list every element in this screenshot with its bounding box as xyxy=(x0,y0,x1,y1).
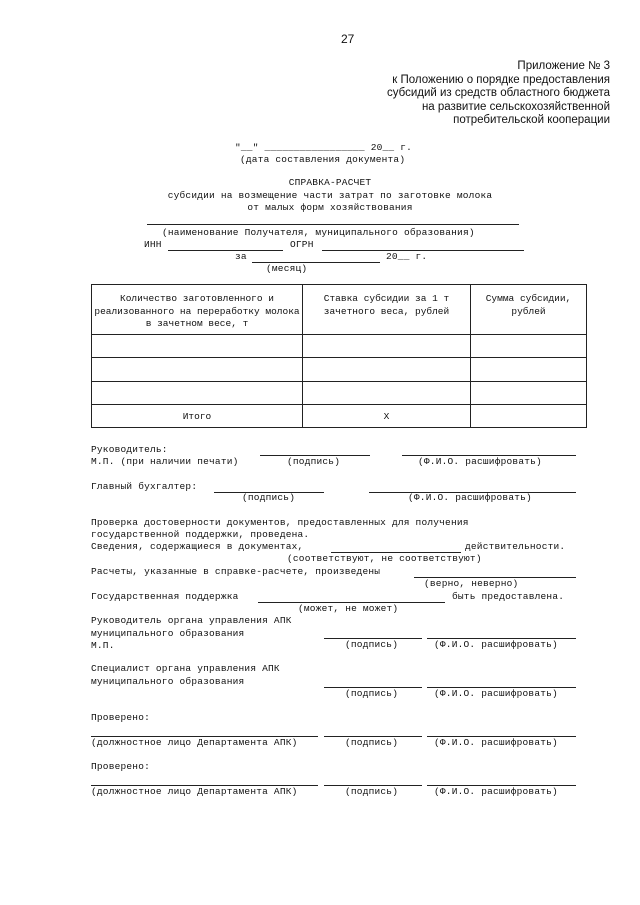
table-cell xyxy=(92,335,303,358)
table-cell xyxy=(303,382,471,405)
signature-caption: (подпись) xyxy=(287,456,341,467)
apk-head-label xyxy=(91,615,292,653)
table-row xyxy=(92,382,587,405)
verification-line: государственной поддержки, проведена. xyxy=(91,529,310,540)
appendix-note xyxy=(387,60,610,128)
appendix-line: субсидий из средств областного бюджета xyxy=(386,87,610,99)
document-title xyxy=(0,177,640,215)
apk-head-line: М.П. xyxy=(91,640,115,651)
title-line: СПРАВКА-РАСЧЕТ xyxy=(288,177,372,188)
checked-label: Проверено: xyxy=(91,712,151,723)
date-caption: (дата составления документа) xyxy=(240,154,406,165)
inn-line xyxy=(168,250,283,251)
stamp-label: М.П. (при наличии печати) xyxy=(91,456,239,467)
signature-caption: (подпись) xyxy=(242,492,296,503)
accountant-label: Главный бухгалтер: xyxy=(91,481,198,492)
apk-head-line: муниципального образования xyxy=(91,627,245,639)
checked-label: Проверено: xyxy=(91,761,151,772)
head-label: Руководитель: xyxy=(91,444,168,455)
table-cell xyxy=(303,358,471,382)
recipient-caption: (наименование Получателя, муниципального образования) xyxy=(162,227,475,238)
fio-caption: (Ф.И.О. расшифровать) xyxy=(408,492,532,503)
table-cell xyxy=(92,358,303,382)
table-cell xyxy=(471,335,587,358)
signature-caption: (подпись) xyxy=(345,737,399,748)
table-cell xyxy=(92,382,303,405)
info-prefix: Сведения, содержащиеся в документах, xyxy=(91,541,304,552)
inn-label: ИНН xyxy=(144,239,162,250)
header-rate: Ставка субсидии за 1 т зачетного веса, рублей xyxy=(303,285,471,335)
table-row xyxy=(92,358,587,382)
fio-caption: (Ф.И.О. расшифровать) xyxy=(434,737,558,748)
recipient-line xyxy=(147,224,519,225)
calc-prefix: Расчеты, указанные в справке-расчете, произведены xyxy=(91,566,381,577)
appendix-line: Приложение № 3 xyxy=(517,60,610,72)
apk-specialist-label xyxy=(91,663,280,688)
support-caption: (может, не может) xyxy=(298,603,399,614)
verification-line: Проверка достоверности документов, предоставленных для получения xyxy=(91,517,469,528)
title-line: от малых форм хозяйствования xyxy=(247,202,413,213)
ogrn-label: ОГРН xyxy=(290,239,314,250)
apk-specialist-line: Специалист органа управления АПК xyxy=(91,663,280,674)
period-caption: (месяц) xyxy=(266,263,308,274)
fio-caption: (Ф.И.О. расшифровать) xyxy=(434,639,558,650)
page-number: 27 xyxy=(341,32,355,46)
fio-caption: (Ф.И.О. расшифровать) xyxy=(434,786,558,797)
signature-caption: (подпись) xyxy=(345,688,399,699)
title-line: субсидии на возмещение части затрат по заготовке молока xyxy=(167,189,493,201)
appendix-line: к Положению о порядке предоставления xyxy=(392,73,610,86)
total-sum xyxy=(471,405,587,428)
date-line: "__" _________________ 20__ г. xyxy=(235,142,413,153)
appendix-line: потребительской кооперации xyxy=(453,114,610,126)
table-header-row xyxy=(92,285,587,335)
appendix-line: на развитие сельскохозяйственной xyxy=(421,100,610,113)
official-caption: (должностное лицо Департамента АПК) xyxy=(91,737,298,748)
signature-caption: (подпись) xyxy=(345,786,399,797)
info-suffix: действительности. xyxy=(465,541,566,552)
total-rate: Х xyxy=(303,405,471,428)
support-suffix: быть предоставлена. xyxy=(452,591,565,602)
apk-specialist-line: муниципального образования xyxy=(91,675,245,687)
table-cell xyxy=(303,335,471,358)
header-sum: Сумма субсидии, рублей xyxy=(471,285,587,335)
header-quantity: Количество заготовленного и реализованного на переработку молока в зачетном весе, т xyxy=(92,285,303,335)
table-row xyxy=(92,335,587,358)
subsidy-table xyxy=(91,284,587,428)
official-caption: (должностное лицо Департамента АПК) xyxy=(91,786,298,797)
total-label: Итого xyxy=(92,405,303,428)
apk-head-line: Руководитель органа управления АПК xyxy=(91,615,292,626)
table-total-row xyxy=(92,405,587,428)
table-cell xyxy=(471,382,587,405)
info-caption: (соответствуют, не соответствуют) xyxy=(287,553,482,564)
table-cell xyxy=(471,358,587,382)
fio-caption: (Ф.И.О. расшифровать) xyxy=(418,456,542,467)
period-suffix: 20__ г. xyxy=(386,251,428,262)
fio-caption: (Ф.И.О. расшифровать) xyxy=(434,688,558,699)
calc-caption: (верно, неверно) xyxy=(424,578,519,589)
support-prefix: Государственная поддержка xyxy=(91,591,239,602)
signature-caption: (подпись) xyxy=(345,639,399,650)
period-prefix: за xyxy=(235,251,247,262)
